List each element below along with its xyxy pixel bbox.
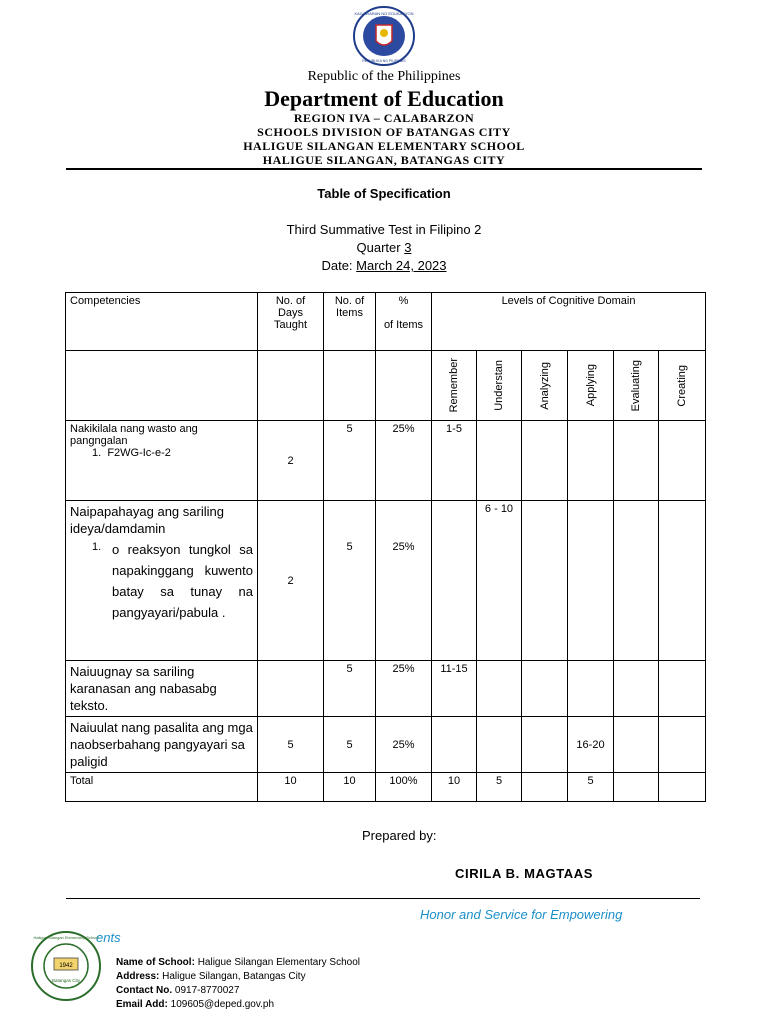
address-line: HALIGUE SILANGAN, BATANGAS CITY bbox=[262, 153, 506, 167]
applying-cell bbox=[568, 661, 614, 717]
email-label: Email Add: bbox=[116, 999, 168, 1010]
header-percent bbox=[376, 293, 432, 351]
evaluating-cell bbox=[614, 717, 659, 773]
competency-code: F2WG-Ic-e-2 bbox=[107, 447, 171, 459]
items-cell: 5 bbox=[324, 501, 376, 661]
logo-year: 1942 bbox=[59, 963, 73, 969]
creating-cell bbox=[659, 717, 706, 773]
footer-divider bbox=[66, 898, 700, 899]
percent-label: of Items bbox=[383, 319, 424, 331]
percent-cell: 25% bbox=[376, 421, 432, 501]
republic-line: Republic of the Philippines bbox=[307, 69, 461, 84]
competency-cell: Naiuugnay sa sariling karanasan ang nabasabg teksto. bbox=[66, 661, 258, 717]
items-cell: 5 bbox=[324, 717, 376, 773]
evaluating-cell bbox=[614, 421, 659, 501]
table-row bbox=[66, 717, 706, 773]
document-title: Table of Specification bbox=[317, 186, 451, 201]
total-evaluating bbox=[614, 773, 659, 802]
evaluating-cell bbox=[614, 661, 659, 717]
percent-symbol: % bbox=[398, 295, 409, 307]
applying-cell bbox=[568, 421, 614, 501]
applying-cell: 16-20 bbox=[568, 717, 614, 773]
days-cell: 2 bbox=[258, 421, 324, 501]
percent-cell: 25% bbox=[376, 661, 432, 717]
region-line: REGION IVA – CALABARZON bbox=[293, 111, 475, 125]
header-levels: Levels of Cognitive Domain bbox=[432, 293, 706, 351]
remember-cell: 11-15 bbox=[432, 661, 477, 717]
competency-text: Naipapahayag ang sariling ideya/damdamin bbox=[70, 504, 224, 536]
quarter-value: 3 bbox=[404, 240, 412, 255]
header-row bbox=[66, 293, 706, 351]
quarter-line bbox=[0, 240, 768, 255]
motto-line: Honor and Service for Empowering bbox=[420, 907, 623, 922]
address-label: Address: bbox=[116, 971, 160, 982]
contact-label: Contact No. bbox=[116, 985, 173, 996]
level-analyzing: Analyzing bbox=[538, 361, 551, 410]
table-row bbox=[66, 421, 706, 501]
analyzing-cell bbox=[522, 421, 568, 501]
days-cell: 2 bbox=[258, 501, 324, 661]
remember-cell bbox=[432, 717, 477, 773]
level-understand: Understan bbox=[493, 360, 505, 411]
applying-cell bbox=[568, 501, 614, 661]
competency-cell: Naiuulat nang pasalita ang mga naobserbahang pangyayari sa paligid bbox=[66, 717, 258, 773]
level-remember: Remember bbox=[448, 358, 460, 413]
date-value: March 24, 2023 bbox=[356, 258, 447, 273]
test-name: Third Summative Test in Filipino 2 bbox=[286, 222, 482, 237]
header-items: No. of Items bbox=[324, 293, 376, 351]
total-analyzing bbox=[522, 773, 568, 802]
table-row bbox=[66, 661, 706, 717]
understand-cell bbox=[477, 421, 522, 501]
seal-text: KAGAWARAN NG EDUKASYON bbox=[354, 11, 414, 16]
department-name: Department of Education bbox=[264, 86, 504, 111]
header-days: No. of Days Taught bbox=[258, 293, 324, 351]
levels-row bbox=[66, 351, 706, 421]
percent-cell: 25% bbox=[376, 717, 432, 773]
prepared-by-label: Prepared by: bbox=[362, 828, 437, 843]
level-creating: Creating bbox=[676, 364, 689, 407]
total-row bbox=[66, 773, 706, 802]
total-creating bbox=[659, 773, 706, 802]
analyzing-cell bbox=[522, 501, 568, 661]
remember-cell bbox=[432, 501, 477, 661]
quarter-label: Quarter bbox=[356, 240, 401, 255]
seal-bottom-text: REPUBLIKA NG PILIPINAS bbox=[362, 59, 406, 63]
total-remember: 10 bbox=[432, 773, 477, 802]
code-number: 1. bbox=[92, 541, 102, 553]
contact-value: 0917-8770027 bbox=[174, 985, 240, 996]
competency-cell bbox=[66, 421, 258, 501]
code-number: 1. bbox=[92, 447, 102, 459]
address-value: Haligue Silangan, Batangas City bbox=[162, 971, 306, 982]
school-info bbox=[116, 956, 360, 1012]
days-cell: 5 bbox=[258, 717, 324, 773]
email-value: 109605@deped.gov.ph bbox=[170, 999, 275, 1010]
items-cell: 5 bbox=[324, 421, 376, 501]
total-percent: 100% bbox=[376, 773, 432, 802]
days-cell bbox=[258, 661, 324, 717]
logo-city: Batangas City bbox=[51, 978, 81, 983]
total-applying: 5 bbox=[568, 773, 614, 802]
level-evaluating: Evaluating bbox=[630, 359, 642, 412]
date-line bbox=[0, 258, 768, 273]
specification-table bbox=[65, 292, 706, 802]
total-understand: 5 bbox=[477, 773, 522, 802]
evaluating-cell bbox=[614, 501, 659, 661]
percent-cell: 25% bbox=[376, 501, 432, 661]
understand-cell bbox=[477, 717, 522, 773]
total-items: 10 bbox=[324, 773, 376, 802]
school-name-label: Name of School: bbox=[116, 957, 195, 968]
deped-seal bbox=[346, 5, 422, 67]
school-line: HALIGUE SILANGAN ELEMENTARY SCHOOL bbox=[243, 139, 525, 153]
total-label: Total bbox=[66, 773, 258, 802]
logo-text: Haligue Silangan Elementary School bbox=[33, 935, 99, 940]
division-line: SCHOOLS DIVISION OF BATANGAS CITY bbox=[257, 125, 511, 139]
school-logo bbox=[30, 930, 102, 1002]
analyzing-cell bbox=[522, 717, 568, 773]
creating-cell bbox=[659, 501, 706, 661]
school-name-value: Haligue Silangan Elementary School bbox=[197, 957, 361, 968]
remember-cell: 1-5 bbox=[432, 421, 477, 501]
date-label: Date: bbox=[321, 258, 353, 273]
competency-text: Nakikilala nang wasto ang pangngalan bbox=[70, 423, 198, 447]
table-row bbox=[66, 501, 706, 661]
signatory-name: CIRILA B. MAGTAAS bbox=[455, 866, 594, 881]
analyzing-cell bbox=[522, 661, 568, 717]
creating-cell bbox=[659, 421, 706, 501]
header-divider bbox=[66, 168, 702, 170]
understand-cell bbox=[477, 661, 522, 717]
header-competencies: Competencies bbox=[66, 293, 258, 351]
level-applying: Applying bbox=[584, 364, 597, 407]
competency-detail: o reaksyon tungkol sa napakinggang kuwento batay sa tunay na pangyayari/pabula . bbox=[112, 542, 253, 620]
total-days: 10 bbox=[258, 773, 324, 802]
creating-cell bbox=[659, 661, 706, 717]
motto-line-continued: ents bbox=[96, 930, 121, 945]
competency-cell bbox=[66, 501, 258, 661]
items-cell: 5 bbox=[324, 661, 376, 717]
understand-cell: 6 - 10 bbox=[477, 501, 522, 661]
